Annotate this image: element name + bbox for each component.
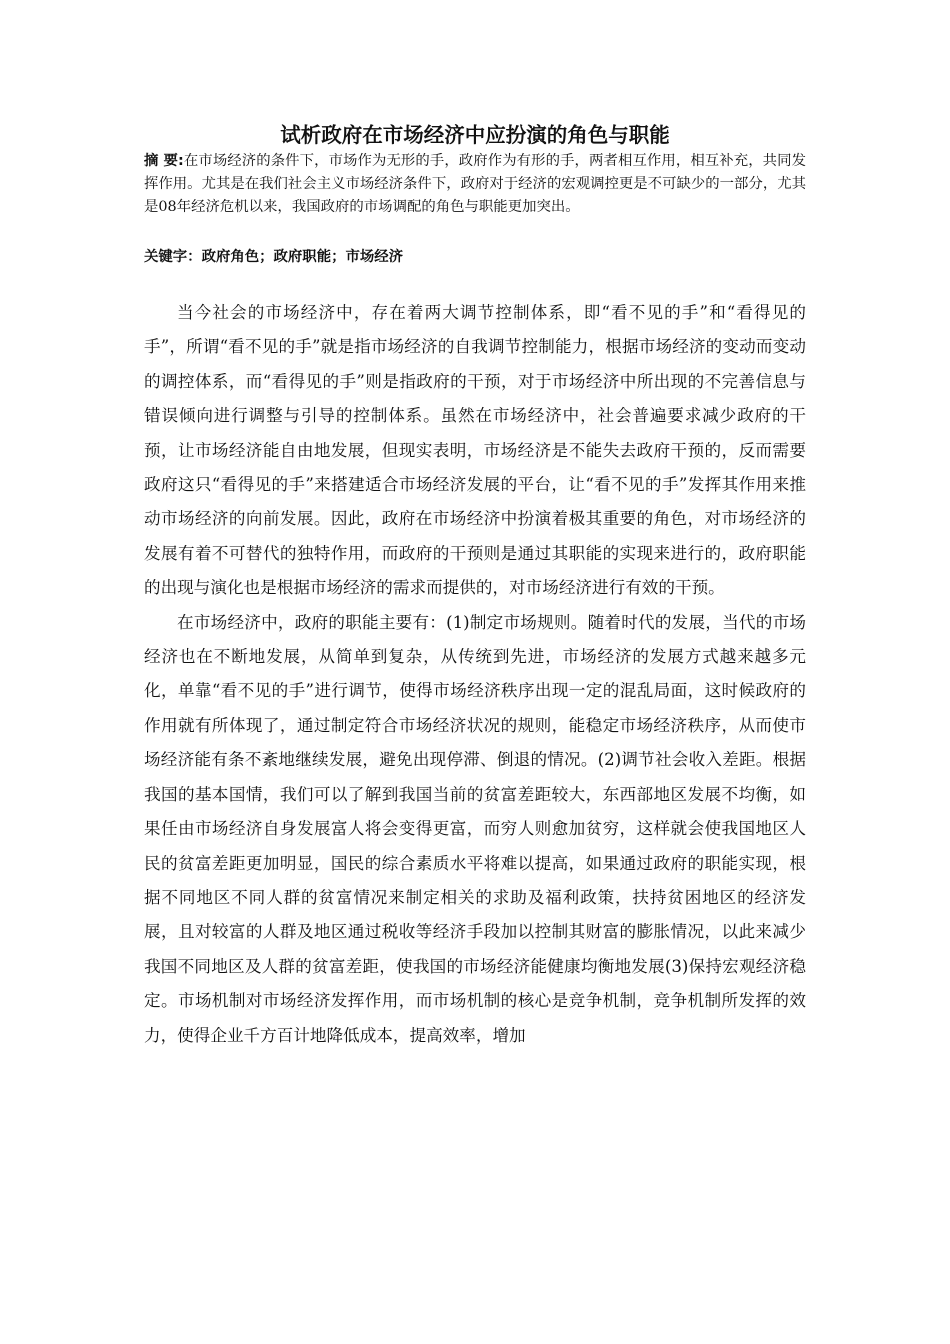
body-text — [144, 296, 806, 1053]
paragraph: 在市场经济中，政府的职能主要有：(1)制定市场规则。随着时代的发展，当代的市场经济也在不断地发展，从简单到复杂，从传统到先进，市场经济的发展方式越来越多元化，单靠“看不见的手”进行调节，使得市场经济秩序出现一定的混乱局面，这时候政府的作用就有所体现了，通过制定符合市场经济状况的规则，能稳定市场经济秩序，从而使市场经济能有条不紊地继续发展，避免出现停滞、倒退的情况。(2)调节社会收入差距。根据我国的基本国情，我们可以了解到我国当前的贫富差距较大，东西部地区发展不均衡，如果任由市场经济自身发展富人将会变得更富，而穷人则愈加贫穷，这样就会使我国地区人民的贫富差距更加明显，国民的综合素质水平将难以提高，如果通过政府的职能实现，根据不同地区不同人群的贫富情况来制定相关的求助及福利政策，扶持贫困地区的经济发展，且对较富的人群及地区通过税收等经济手段加以控制其财富的膨胀情况，以此来减少我国不同地区及人群的贫富差距，使我国的市场经济能健康均衡地发展(3)保持宏观经济稳定。市场机制对市场经济发挥作用，而市场机制的核心是竞争机制，竞争机制所发挥的效力，使得企业千方百计地降低成本，提高效率，增加 — [144, 612, 806, 1045]
paragraph: 当今社会的市场经济中，存在着两大调节控制体系，即“看不见的手”和“看得见的手”，所谓“看不见的手”就是指市场经济的自我调节控制能力，根据市场经济的变动而变动的调控体系，而“看得见的手”则是指政府的干预，对于市场经济中所出现的不完善信息与错误倾向进行调整与引导的控制体系。虽然在市场经济中，社会普遍要求减少政府的干预，让市场经济能自由地发展，但现实表明，市场经济是不能失去政府干预的，反而需要政府这只“看得见的手”来搭建适合市场经济发展的平台，让“看不见的手”发挥其作用来推动市场经济的向前发展。因此，政府在市场经济中扮演着极其重要的角色，对市场经济的发展有着不可替代的独特作用，而政府的干预则是通过其职能的实现来进行的，政府职能的出现与演化也是根据市场经济的需求而提供的，对市场经济进行有效的干预。 — [144, 303, 806, 598]
keywords: 关键字：政府角色；政府职能；市场经济 — [144, 249, 404, 265]
abstract — [144, 150, 806, 219]
abstract-text: 在市场经济的条件下，市场作为无形的手，政府作为有形的手，两者相互作用，相互补充，共同发挥作用。尤其是在我们社会主义市场经济条件下，政府对于经济的宏观调控更是不可缺少的一部分，尤其是08年经济危机以来，我国政府的市场调配的角色与职能更加突出。 — [144, 153, 807, 215]
abstract-label: 摘 要: — [144, 153, 184, 169]
document-title: 试析政府在市场经济中应扮演的角色与职能 — [280, 123, 670, 147]
